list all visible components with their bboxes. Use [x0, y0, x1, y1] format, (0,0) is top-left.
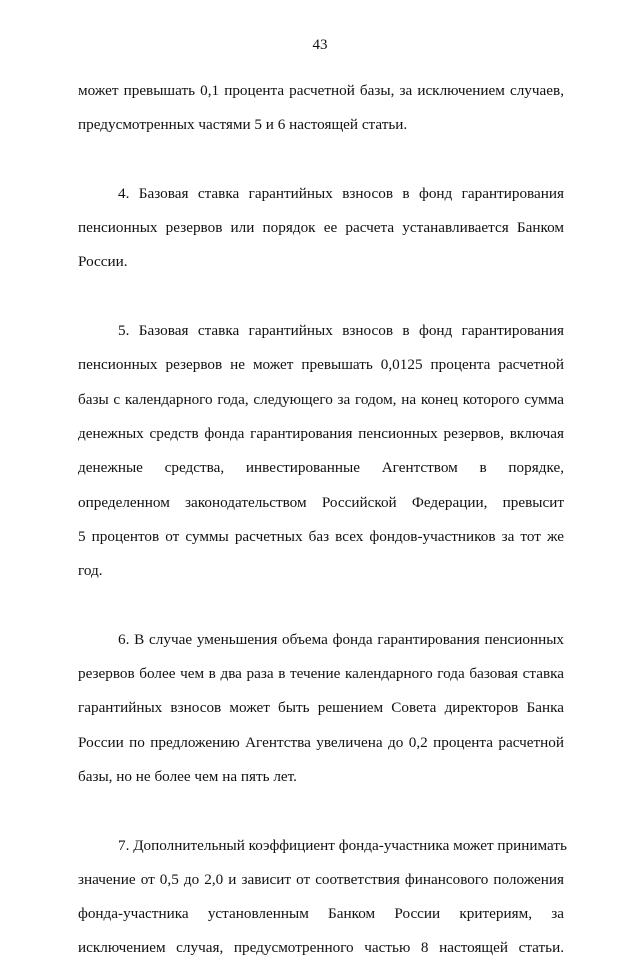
- text-line: резервов более чем в два раза в течение календарного года базовая ставка: [78, 665, 564, 683]
- paragraph-continuation: [78, 74, 564, 143]
- paragraph-6: [78, 623, 564, 794]
- text-line: 5 процентов от суммы расчетных баз всех фондов-участников за тот же: [78, 527, 564, 545]
- text-line: России по предложению Агентства увеличена до 0,2 процента расчетной: [78, 733, 564, 751]
- text-line: исключением случая, предусмотренного частью 8 настоящей статьи.: [78, 939, 564, 957]
- text-line: 6. В случае уменьшения объема фонда гарантирования пенсионных: [118, 630, 564, 648]
- paragraph-7: [78, 829, 567, 966]
- text-line: может превышать 0,1 процента расчетной базы, за исключением случаев,: [78, 82, 564, 99]
- text-line: денежные средства, инвестированные Агентством в порядке,: [78, 459, 564, 477]
- text-line: фонда-участника установленным Банком России критериям, за: [78, 905, 564, 923]
- page-number: 43: [312, 37, 328, 53]
- text-line: предусмотренных частями 5 и 6 настоящей статьи.: [78, 116, 408, 134]
- text-line: 5. Базовая ставка гарантийных взносов в фонд гарантирования: [118, 322, 564, 340]
- text-line: базы с календарного года, следующего за годом, на конец которого сумма: [78, 390, 564, 408]
- text-line: значение от 0,5 до 2,0 и зависит от соответствия финансового положения: [78, 870, 564, 888]
- text-line: денежных средств фонда гарантирования пенсионных резервов, включая: [78, 424, 564, 442]
- paragraph-4: [78, 177, 564, 280]
- paragraph-5: [78, 314, 564, 588]
- text-line: 4. Базовая ставка гарантийных взносов в фонд гарантирования: [118, 184, 564, 202]
- text-line: пенсионных резервов не может превышать 0,0125 процента расчетной: [78, 356, 564, 374]
- text-line: России.: [78, 253, 128, 271]
- text-line: 7. Дополнительный коэффициент фонда-участника может принимать: [118, 836, 567, 854]
- text-line: год.: [78, 562, 103, 580]
- text-line: пенсионных резервов или порядок ее расчета устанавливается Банком: [78, 219, 564, 237]
- text-line: определенном законодательством Российской Федерации, превысит: [78, 493, 564, 511]
- text-line: гарантийных взносов может быть решением Совета директоров Банка: [78, 699, 564, 717]
- document-body: [78, 74, 567, 966]
- text-line: базы, но не более чем на пять лет.: [78, 767, 297, 785]
